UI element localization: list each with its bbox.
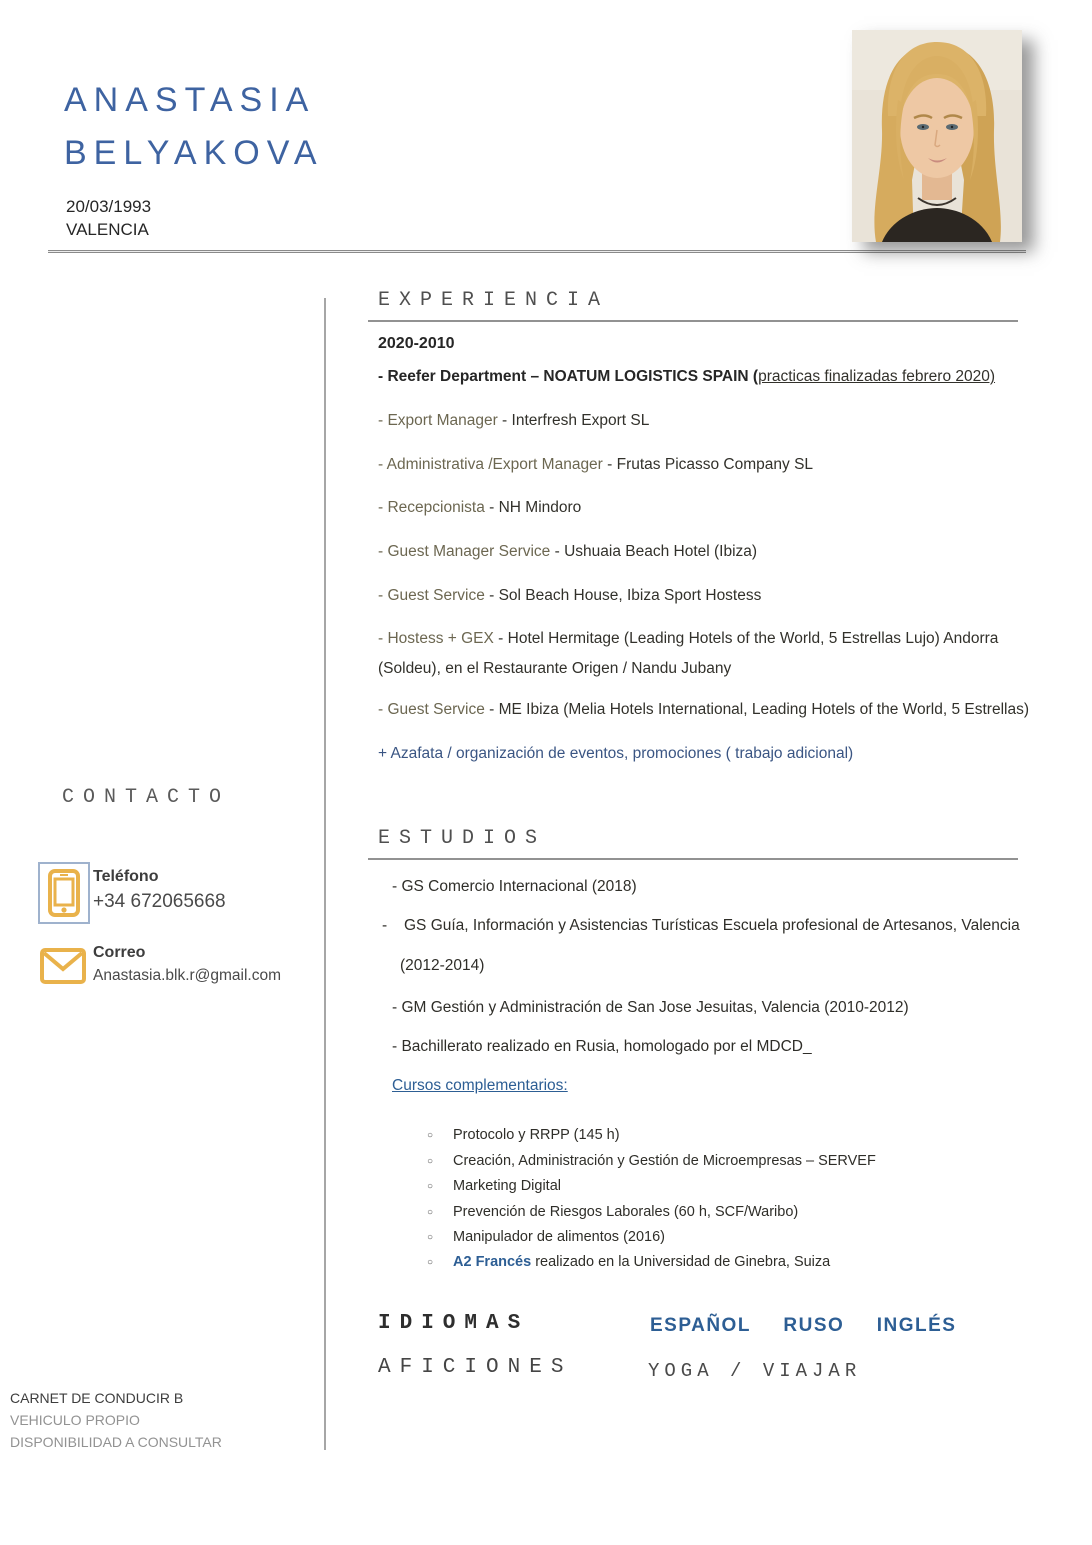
section-heading-experiencia: EXPERIENCIA (378, 289, 610, 312)
driving-license-note: CARNET DE CONDUCIR B (10, 1390, 184, 1406)
section-heading-contacto: CONTACTO (62, 786, 231, 809)
languages-list (650, 1315, 984, 1337)
course-item: ○ Prevención de Riesgos Laborales (60 h, SCF/Waribo) (427, 1204, 799, 1220)
education-item: - GS Comercio Internacional (2018) (392, 878, 637, 895)
experience-item: - Recepcionista - NH Mindoro (378, 499, 582, 516)
mail-icon (40, 948, 86, 984)
education-item: GS Guía, Información y Asistencias Turísticas Escuela profesional de Artesanos, Valencia (404, 917, 1020, 934)
course-highlight: A2 Francés (453, 1254, 532, 1270)
education-item-continuation: (2012-2014) (400, 957, 485, 974)
experience-item: - Hostess + GEX - Hotel Hermitage (Leading Hotels of the World, 5 Estrellas Lujo) Andorra (378, 630, 999, 647)
bullet-circle-icon: ○ (427, 1207, 434, 1218)
section-heading-estudios: ESTUDIOS (378, 827, 547, 850)
smartphone-glyph (46, 869, 82, 917)
experience-item-note-link[interactable]: practicas finalizadas febrero 2020) (758, 368, 996, 385)
phone-icon (38, 862, 90, 924)
language-item: ESPAÑOL (650, 1315, 751, 1336)
courses-heading-link[interactable]: Cursos complementarios: (392, 1077, 568, 1094)
envelope-glyph (40, 948, 86, 984)
course-item: ○ Manipulador de alimentos (2016) (427, 1229, 665, 1245)
education-item: - Bachillerato realizado en Rusia, homologado por el MDCD_ (392, 1038, 812, 1055)
bullet-circle-icon: ○ (427, 1257, 434, 1268)
experience-period: 2020-2010 (378, 335, 455, 352)
bullet-circle-icon: ○ (427, 1156, 434, 1167)
education-item-marker: - (382, 917, 388, 934)
name-line1: ANASTASIA (64, 81, 316, 119)
experience-item-company: - Reefer Department – NOATUM LOGISTICS SPAIN ( (378, 368, 759, 385)
header-rule (48, 250, 1026, 253)
course-item: ○ A2 Francés realizado en la Universidad de Ginebra, Suiza (427, 1254, 831, 1270)
course-item: ○ Protocolo y RRPP (145 h) (427, 1127, 620, 1143)
experience-item: - Guest Manager Service - Ushuaia Beach Hotel (Ibiza) (378, 543, 758, 560)
course-item: ○ Creación, Administración y Gestión de Microempresas – SERVEF (427, 1153, 876, 1169)
bullet-circle-icon: ○ (427, 1232, 434, 1243)
phone-value: +34 672065668 (93, 891, 226, 912)
bullet-circle-icon: ○ (427, 1181, 434, 1192)
name-line2: BELYAKOVA (64, 134, 324, 172)
person-name (64, 74, 324, 180)
city: VALENCIA (66, 220, 149, 239)
bullet-circle-icon: ○ (427, 1130, 434, 1141)
email-label: Correo (93, 944, 146, 961)
birth-date: 20/03/1993 (66, 197, 152, 216)
hobbies-value: YOGA / VIAJAR (648, 1360, 862, 1382)
experience-item: - Administrativa /Export Manager - Frutas Picasso Company SL (378, 456, 814, 473)
course-item: ○ Marketing Digital (427, 1178, 561, 1194)
column-divider (324, 298, 326, 1450)
phone-label: Teléfono (93, 868, 159, 885)
experience-extra-item: + Azafata / organización de eventos, promociones ( trabajo adicional) (378, 745, 854, 762)
language-item: RUSO (783, 1315, 845, 1336)
section-heading-aficiones: AFICIONES (378, 1356, 573, 1379)
own-vehicle-note: VEHICULO PROPIO (10, 1412, 140, 1428)
experience-item-continuation: (Soldeu), en el Restaurante Origen / Nandu Jubany (378, 660, 732, 677)
education-item: - GM Gestión y Administración de San Jose Jesuitas, Valencia (2010-2012) (392, 999, 909, 1016)
experience-item: - Guest Service - Sol Beach House, Ibiza Sport Hostess (378, 587, 762, 604)
profile-photo (852, 30, 1022, 242)
availability-note: DISPONIBILIDAD A CONSULTAR (10, 1434, 222, 1450)
experience-item (378, 368, 995, 386)
experience-item: - Export Manager - Interfresh Export SL (378, 412, 650, 429)
language-item: INGLÉS (876, 1315, 957, 1336)
experience-item: - Guest Service - ME Ibiza (Melia Hotels International, Leading Hotels of the World, 5 Estrellas) (378, 701, 1029, 718)
estudios-rule (368, 858, 1018, 860)
section-heading-idiomas: IDIOMAS (378, 1312, 530, 1335)
portrait-illustration (852, 30, 1022, 242)
experiencia-rule (368, 320, 1018, 322)
email-value: Anastasia.blk.r@gmail.com (93, 967, 282, 984)
